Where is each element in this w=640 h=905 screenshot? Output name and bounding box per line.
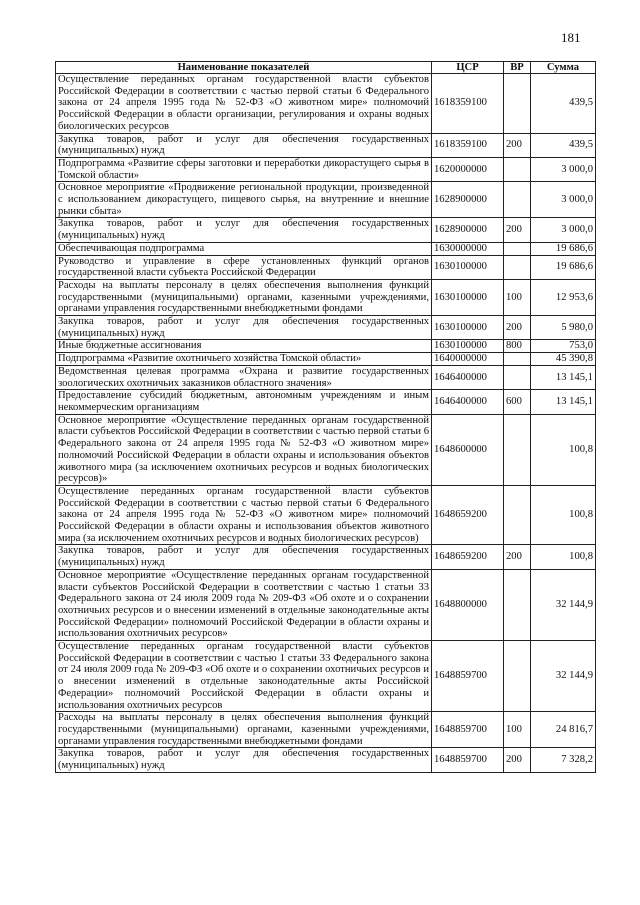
row-csr: 1646400000 xyxy=(432,365,504,389)
page-number: 181 xyxy=(561,30,581,45)
row-sum: 19 686,6 xyxy=(531,255,596,279)
row-vr: 200 xyxy=(504,316,531,340)
row-sum: 100,8 xyxy=(531,485,596,545)
row-sum: 13 145,1 xyxy=(531,390,596,414)
row-vr: 600 xyxy=(504,390,531,414)
row-sum: 19 686,6 xyxy=(531,242,596,255)
table-row xyxy=(56,365,596,389)
row-name: Закупка товаров, работ и услуг для обеспечения государственных (муниципальных) нужд xyxy=(56,218,432,242)
row-name: Закупка товаров, работ и услуг для обеспечения государственных (муниципальных) нужд xyxy=(56,545,432,569)
table-header-row xyxy=(56,62,596,74)
row-vr: 100 xyxy=(504,712,531,748)
row-sum: 3 000,0 xyxy=(531,218,596,242)
row-name: Осуществление переданных органам государственной власти субъектов Российской Федерации в соответствии с частью 1 статьи 33 Федерального закона от 24 июля 2009 года № 209-ФЗ «Об охоте и о сохранении охотничьих ресурсов и о внесении изменений в отдельные законодательные акты Российской Федерации» полномочий Российской Федерации в области охраны и использования охотничьих ресурсов xyxy=(56,641,432,712)
table-row xyxy=(56,569,596,640)
row-vr: 200 xyxy=(504,545,531,569)
row-name: Подпрограмма «Развитие сферы заготовки и переработки дикорастущего сырья в Томской области» xyxy=(56,157,432,181)
row-sum: 12 953,6 xyxy=(531,279,596,315)
row-sum: 439,5 xyxy=(531,74,596,134)
header-vr: ВР xyxy=(504,62,531,74)
row-vr: 100 xyxy=(504,279,531,315)
row-vr xyxy=(504,182,531,218)
row-sum: 100,8 xyxy=(531,545,596,569)
row-name: Осуществление переданных органам государственной власти субъектов Российской Федерации в соответствии с частью первой статьи 6 Федерального закона от 24 апреля 1995 года № 52-ФЗ «О животном мире» полномочий Российской Федерации в области организации, регулирования и охраны водных биологических ресурсов xyxy=(56,74,432,134)
row-csr: 1630000000 xyxy=(432,242,504,255)
row-sum: 24 816,7 xyxy=(531,712,596,748)
table-row xyxy=(56,182,596,218)
table-row xyxy=(56,74,596,134)
row-name: Руководство и управление в сфере установленных функций органов государственной власти субъекта Российской Федерации xyxy=(56,255,432,279)
row-vr xyxy=(504,242,531,255)
row-csr: 1618359100 xyxy=(432,74,504,134)
table-row xyxy=(56,641,596,712)
table-row xyxy=(56,218,596,242)
row-name: Расходы на выплаты персоналу в целях обеспечения выполнения функций государственными (муниципальными) органами, казенными учреждениями, органами управления государственными внебюджетными фондами xyxy=(56,279,432,315)
row-sum: 7 328,2 xyxy=(531,748,596,772)
table-row xyxy=(56,712,596,748)
row-csr: 1618359100 xyxy=(432,133,504,157)
row-name: Основное мероприятие «Осуществление переданных органам государственной власти субъектов Российской Федерации в соответствии с частью 1 статьи 33 Федерального закона от 24 июля 2009 года № 209-ФЗ «Об охоте и о сохранении охотничьих ресурсов и о внесении изменений в отдельные законодательные акты Российской Федерации» полномочий Российской Федерации в области охраны и использования охотничьих ресурсов» xyxy=(56,569,432,640)
row-sum: 32 144,9 xyxy=(531,641,596,712)
row-csr: 1630100000 xyxy=(432,316,504,340)
header-csr: ЦСР xyxy=(432,62,504,74)
row-csr: 1640000000 xyxy=(432,353,504,366)
row-sum: 3 000,0 xyxy=(531,182,596,218)
row-vr: 200 xyxy=(504,133,531,157)
table-row xyxy=(56,353,596,366)
row-name: Предоставление субсидий бюджетным, автономным учреждениям и иным некоммерческим организациям xyxy=(56,390,432,414)
row-sum: 45 390,8 xyxy=(531,353,596,366)
row-csr: 1648859700 xyxy=(432,712,504,748)
row-vr xyxy=(504,485,531,545)
table-row xyxy=(56,316,596,340)
table-row xyxy=(56,390,596,414)
row-name: Основное мероприятие «Осуществление переданных органам государственной власти субъектов Российской Федерации в соответствии с частью первой статьи 6 Федерального закона от 24 апреля 1995 года № 52-ФЗ «О животном мире» полномочий Российской Федерации в области охраны и использования объектов животного мира (за исключением охотничьих ресурсов и водных биологических ресурсов)» xyxy=(56,414,432,485)
header-sum: Сумма xyxy=(531,62,596,74)
table-row xyxy=(56,133,596,157)
row-csr: 1628900000 xyxy=(432,182,504,218)
table-row xyxy=(56,414,596,485)
table-row xyxy=(56,748,596,772)
row-csr: 1648800000 xyxy=(432,569,504,640)
row-sum: 439,5 xyxy=(531,133,596,157)
row-vr xyxy=(504,74,531,134)
row-sum: 100,8 xyxy=(531,414,596,485)
table-row xyxy=(56,255,596,279)
row-vr: 200 xyxy=(504,748,531,772)
row-vr xyxy=(504,569,531,640)
row-name: Осуществление переданных органам государственной власти субъектов Российской Федерации в соответствии с частью первой статьи 6 Федерального закона от 24 апреля 1995 года № 52-ФЗ «О животном мире» полномочий Российской Федерации в области охраны и использования объектов животного мира (за исключением охотничьих ресурсов и водных биологических ресурсов) xyxy=(56,485,432,545)
row-name: Закупка товаров, работ и услуг для обеспечения государственных (муниципальных) нужд xyxy=(56,133,432,157)
row-name: Закупка товаров, работ и услуг для обеспечения государственных (муниципальных) нужд xyxy=(56,748,432,772)
row-name: Закупка товаров, работ и услуг для обеспечения государственных (муниципальных) нужд xyxy=(56,316,432,340)
row-name: Подпрограмма «Развитие охотничьего хозяйства Томской области» xyxy=(56,353,432,366)
row-vr xyxy=(504,255,531,279)
row-sum: 753,0 xyxy=(531,340,596,353)
row-csr: 1620000000 xyxy=(432,157,504,181)
table-row xyxy=(56,485,596,545)
row-sum: 3 000,0 xyxy=(531,157,596,181)
row-sum: 32 144,9 xyxy=(531,569,596,640)
row-name: Основное мероприятие «Продвижение региональной продукции, произведенной с использованием дикорастущего, пищевого сырья, на внутренние и внешние рынки сбыта» xyxy=(56,182,432,218)
header-name: Наименование показателей xyxy=(56,62,432,74)
row-vr xyxy=(504,353,531,366)
row-csr: 1648659200 xyxy=(432,545,504,569)
row-csr: 1628900000 xyxy=(432,218,504,242)
row-csr: 1648859700 xyxy=(432,641,504,712)
table-row xyxy=(56,279,596,315)
row-vr xyxy=(504,641,531,712)
row-csr: 1630100000 xyxy=(432,279,504,315)
row-csr: 1630100000 xyxy=(432,340,504,353)
budget-table xyxy=(55,61,596,773)
row-sum: 13 145,1 xyxy=(531,365,596,389)
row-name: Иные бюджетные ассигнования xyxy=(56,340,432,353)
row-csr: 1648659200 xyxy=(432,485,504,545)
row-csr: 1648859700 xyxy=(432,748,504,772)
table-row xyxy=(56,242,596,255)
row-name: Расходы на выплаты персоналу в целях обеспечения выполнения функций государственными (муниципальными) органами, казенными учреждениями, органами управления государственными внебюджетными фондами xyxy=(56,712,432,748)
row-name: Ведомственная целевая программа «Охрана и развитие государственных зоологических охотничьих заказников областного значения» xyxy=(56,365,432,389)
row-csr: 1630100000 xyxy=(432,255,504,279)
row-vr: 200 xyxy=(504,218,531,242)
row-csr: 1646400000 xyxy=(432,390,504,414)
table-row xyxy=(56,340,596,353)
row-vr: 800 xyxy=(504,340,531,353)
row-name: Обеспечивающая подпрограмма xyxy=(56,242,432,255)
row-vr xyxy=(504,157,531,181)
row-csr: 1648600000 xyxy=(432,414,504,485)
table-row xyxy=(56,545,596,569)
row-sum: 5 980,0 xyxy=(531,316,596,340)
row-vr xyxy=(504,365,531,389)
table-row xyxy=(56,157,596,181)
row-vr xyxy=(504,414,531,485)
